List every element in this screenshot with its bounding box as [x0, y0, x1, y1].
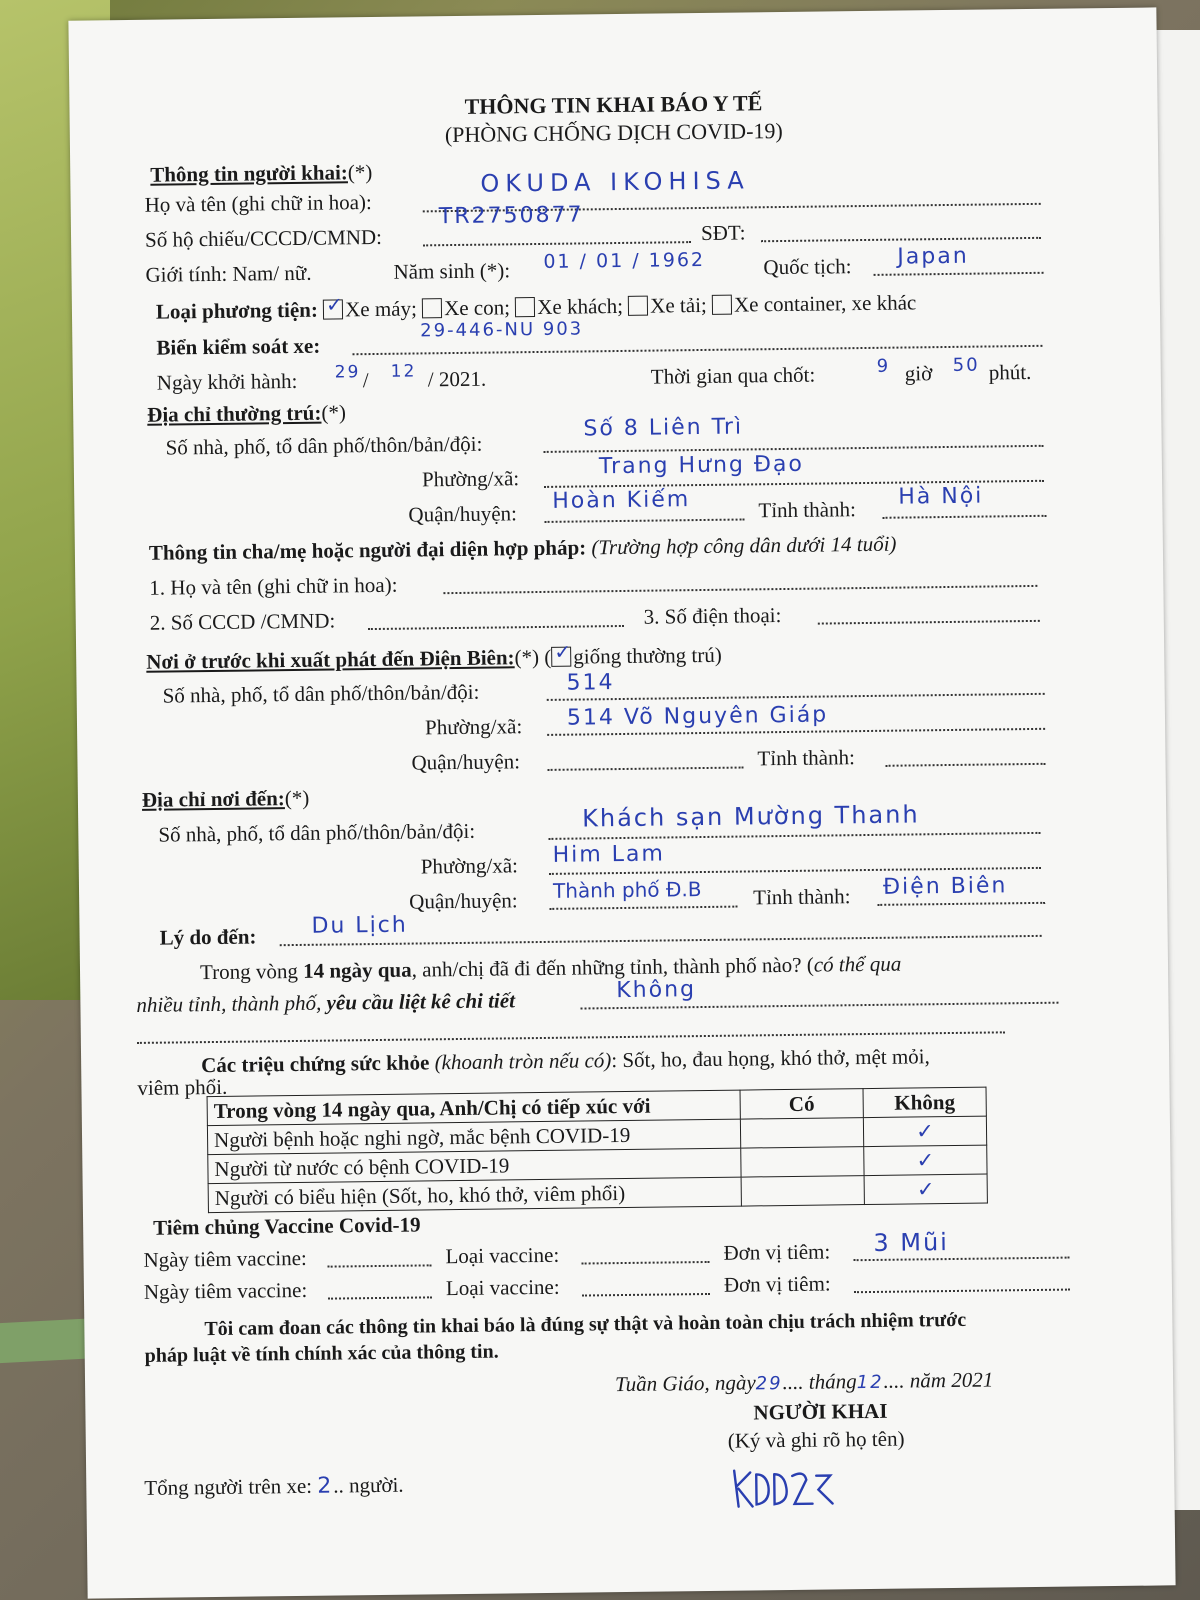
reason-value: Du Lịch	[311, 912, 408, 939]
form-title: THÔNG TIN KHAI BÁO Y TẾ	[464, 90, 763, 119]
destination-section: Địa chỉ nơi đến:(*)	[141, 785, 310, 812]
table-row-label: Người bệnh hoặc nghi ngờ, mắc bệnh COVID-19	[207, 1119, 740, 1155]
signature-note: (Ký và ghi rõ họ tên)	[727, 1426, 905, 1453]
table-cell-yes[interactable]	[741, 1176, 864, 1207]
perm-province-label: Tỉnh thành:	[758, 497, 856, 523]
phone-label: SĐT:	[700, 220, 746, 245]
vaccine-date-line-2	[328, 1296, 432, 1299]
perm-district-value: Hoàn Kiếm	[552, 487, 691, 514]
perm-district-label: Quận/huyện:	[408, 501, 518, 527]
checkbox-car[interactable]	[422, 298, 442, 318]
table-header-no: Không	[863, 1087, 986, 1118]
vaccine-unit-line-1	[854, 1257, 1070, 1262]
vaccine-date-label-1: Ngày tiêm vaccine:	[143, 1245, 307, 1272]
table-cell-yes[interactable]	[740, 1118, 863, 1149]
perm-province-line	[883, 515, 1047, 519]
vaccine-date-label-2: Ngày tiêm vaccine:	[143, 1277, 308, 1304]
gender-label: Giới tính: Nam/ nữ.	[145, 260, 312, 287]
passengers-row: Tổng người trên xe: 2.. người.	[144, 1472, 404, 1500]
checkbox-same-as-permanent[interactable]: ✓	[551, 647, 571, 667]
checkbox-truck[interactable]	[628, 296, 648, 316]
commitment-line2: pháp luật về tính chính xác của thông tin.	[144, 1340, 499, 1367]
vaccine-type-line-2	[582, 1293, 710, 1297]
perm-ward-label: Phường/xã:	[421, 466, 520, 492]
depart-day: 29	[334, 362, 361, 383]
vaccine-section: Tiêm chủng Vaccine Covid-19	[153, 1212, 421, 1240]
vaccine-type-label-1: Loại vaccine:	[445, 1242, 560, 1269]
travel-answer: Không	[616, 977, 697, 1004]
hour-value: 9	[876, 355, 891, 377]
dest-province-value: Điện Biên	[882, 873, 1008, 900]
dest-ward-value: Him Lam	[552, 841, 666, 868]
vaccine-unit-label-1: Đơn vị tiêm:	[723, 1239, 831, 1265]
prev-ward-value: 514 Võ Nguyên Giáp	[566, 702, 829, 731]
permanent-section: Địa chỉ thường trú:(*)	[147, 400, 347, 427]
hour-label: giờ	[904, 361, 933, 386]
guardian-phone-line	[818, 620, 1040, 625]
name-label: Họ và tên (ghi chữ in hoa):	[144, 190, 372, 217]
dest-district-value: Thành phố Đ.B	[552, 877, 702, 903]
signature-place-date: Tuần Giáo, ngày29.... tháng12.... năm 2021	[614, 1367, 994, 1397]
dest-street-label: Số nhà, phố, tổ dân phố/thôn/bản/đội:	[158, 818, 476, 847]
prev-district-label: Quận/huyện:	[411, 749, 521, 775]
vaccine-date-line-1	[328, 1264, 432, 1267]
perm-district-line	[545, 518, 745, 522]
guardian-id-label: 2. Số CCCD /CMND:	[149, 608, 336, 635]
table-cell-no[interactable]: ✓	[864, 1174, 987, 1205]
checkpoint-label: Thời gian qua chốt:	[650, 362, 816, 389]
birth-label: Năm sinh (*):	[393, 258, 511, 284]
id-value: TR2750877	[438, 202, 584, 230]
perm-province-value: Hà Nội	[898, 483, 984, 510]
depart-year: / 2021.	[427, 366, 487, 392]
dest-district-line	[549, 906, 737, 910]
plate-label: Biển kiểm soát xe:	[156, 333, 321, 360]
dest-ward-label: Phường/xã:	[420, 853, 519, 879]
travel-question-line2: nhiều tỉnh, thành phố, yêu cầu liệt kê chi tiết	[136, 988, 516, 1017]
declarant-section: Thông tin người khai:(*)	[150, 160, 373, 187]
signature-role: NGƯỜI KHAI	[753, 1398, 888, 1425]
previous-section: Nơi ở trước khi xuất phát đến Điện Biên:(*) ( ✓ giống thường trú)	[146, 639, 722, 674]
depart-sep: /	[362, 368, 369, 393]
travel-line-2	[137, 1031, 1005, 1044]
table-row-label: Người từ nước có bệnh COVID-19	[208, 1148, 741, 1184]
travel-line	[580, 1002, 1058, 1010]
vaccine-type-line-1	[582, 1261, 710, 1265]
dest-street-value: Khách sạn Mường Thanh	[582, 800, 920, 833]
table-cell-yes[interactable]	[741, 1147, 864, 1178]
commitment-line1: Tôi cam đoan các thông tin khai báo là đúng sự thật và hoàn toàn chịu trách nhiệm trước	[204, 1308, 967, 1341]
plate-value: 29-446-NU 903	[420, 318, 584, 342]
perm-street-value: Số 8 Liên Trì	[583, 414, 744, 442]
depart-label: Ngày khởi hành:	[156, 368, 298, 395]
symptoms-label: Các triệu chứng sức khỏe (khoanh tròn nếu có): Sốt, ho, đau họng, khó thở, mệt mỏi,	[201, 1044, 930, 1078]
name-value: OKUDA IKOHISA	[480, 166, 750, 198]
guardian-name-label: 1. Họ và tên (ghi chữ in hoa):	[149, 572, 398, 600]
guardian-section: Thông tin cha/mẹ hoặc người đại diện hợp pháp: (Trường hợp công dân dưới 14 tuổi)	[148, 531, 897, 565]
vaccine-unit-line-2	[854, 1289, 1070, 1294]
checkbox-coach[interactable]	[515, 297, 535, 317]
travel-question: Trong vòng 14 ngày qua, anh/chị đã đi đến những tỉnh, thành phố nào? (có thể qua	[199, 951, 902, 985]
nation-line	[874, 272, 1044, 276]
vaccine-type-label-2: Loại vaccine:	[445, 1274, 560, 1301]
guardian-id-line	[368, 625, 624, 630]
table-row-label: Người có biểu hiện (Sốt, ho, khó thở, viêm phổi)	[208, 1177, 741, 1213]
vaccine-unit-label-2: Đơn vị tiêm:	[723, 1271, 831, 1297]
perm-street-label: Số nhà, phố, tổ dân phố/thôn/bản/đội:	[165, 431, 483, 460]
table-cell-no[interactable]: ✓	[864, 1145, 987, 1176]
vaccine-unit-value-1: 3 Mũi	[873, 1228, 950, 1257]
plate-line	[352, 345, 1042, 355]
prev-ward-label: Phường/xã:	[424, 714, 523, 740]
prev-province-label: Tỉnh thành:	[757, 745, 856, 771]
handwritten-signature	[726, 1461, 867, 1513]
contact-table	[207, 1087, 988, 1214]
table-header-contact: Trong vòng 14 ngày qua, Anh/Chị có tiếp xúc với	[207, 1090, 740, 1126]
prev-district-line	[548, 767, 744, 771]
prev-street-value: 514	[566, 670, 615, 696]
dest-street-line	[548, 832, 1040, 840]
perm-ward-value: Trang Hưng Đạo	[598, 451, 805, 480]
dest-province-label: Tỉnh thành:	[753, 884, 851, 910]
symptoms-line2: viêm phổi.	[137, 1074, 228, 1100]
dest-province-line	[877, 902, 1045, 906]
nation-label: Quốc tịch:	[763, 254, 852, 280]
prev-province-line	[886, 763, 1046, 767]
declaration-form	[68, 7, 1175, 1598]
prev-street-line	[547, 693, 1045, 701]
guardian-phone-label: 3. Số điện thoại:	[643, 603, 782, 629]
minute-value: 50	[952, 354, 980, 376]
birth-value: 01 / 01 / 1962	[543, 248, 706, 273]
form-subtitle: (PHÒNG CHỐNG DỊCH COVID-19)	[444, 117, 783, 148]
nation-value: Japan	[897, 243, 969, 270]
checkbox-container[interactable]	[712, 295, 732, 315]
id-label: Số hộ chiếu/CCCD/CMND:	[144, 224, 383, 252]
depart-month: 12	[390, 361, 417, 382]
guardian-name-line	[443, 585, 1037, 594]
table-header-yes: Có	[740, 1089, 863, 1120]
prev-street-label: Số nhà, phố, tổ dân phố/thôn/bản/đội:	[162, 679, 480, 708]
phone-line	[761, 237, 1041, 242]
checkbox-motorbike[interactable]: ✓	[323, 299, 343, 319]
reason-label: Lý do đến:	[159, 924, 257, 950]
dest-district-label: Quận/huyện:	[409, 888, 518, 914]
table-cell-no[interactable]: ✓	[863, 1116, 986, 1147]
minute-label: phút.	[988, 359, 1032, 385]
id-line	[423, 241, 691, 246]
vehicle-row: Loại phương tiện: ✓ Xe máy; Xe con; Xe khách; Xe tải; Xe container, xe khác	[155, 290, 917, 324]
